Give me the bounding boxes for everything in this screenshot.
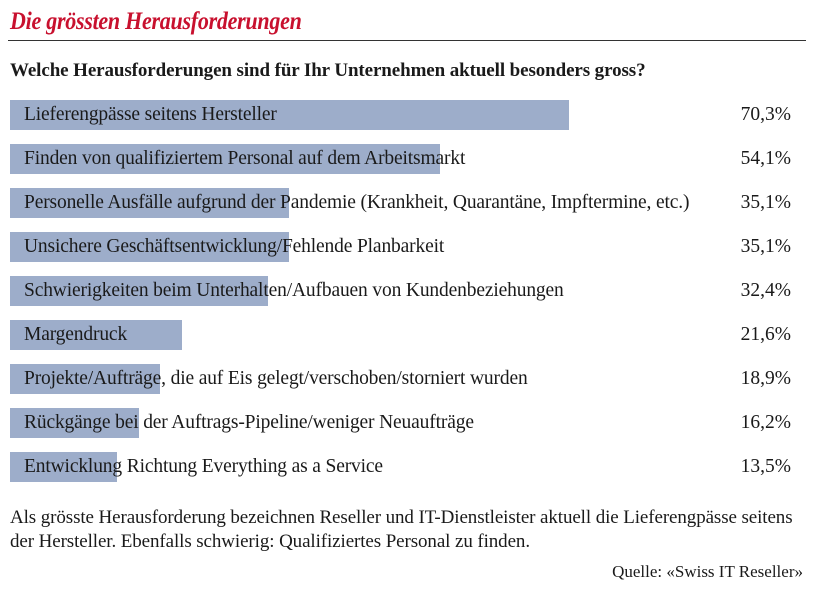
category-label: Unsichere Geschäftsentwicklung/Fehlende Planbarkeit (24, 236, 445, 257)
value-label: 18,9% (740, 368, 791, 389)
category-label: Projekte/Aufträge, die auf Eis gelegt/verschoben/storniert wurden (24, 368, 528, 389)
category-label: Lieferengpässe seitens Hersteller (24, 104, 277, 125)
value-label: 70,3% (740, 104, 791, 125)
bar-row (0, 364, 821, 394)
value-label: 35,1% (740, 236, 791, 257)
bar-row (0, 452, 821, 482)
bar-row (0, 144, 821, 174)
chart-subtitle: Welche Herausforderungen sind für Ihr Unternehmen aktuell besonders gross? (10, 60, 646, 81)
category-label: Rückgänge bei der Auftrags-Pipeline/weniger Neuaufträge (24, 412, 474, 433)
category-label: Finden von qualifiziertem Personal auf dem Arbeitsmarkt (24, 148, 466, 169)
bar-row (0, 320, 821, 350)
category-label: Schwierigkeiten beim Unterhalten/Aufbauen von Kundenbeziehungen (24, 280, 564, 301)
category-label: Entwicklung Richtung Everything as a Service (24, 456, 383, 477)
chart-footnote: Als grösste Herausforderung bezeichnen Reseller und IT-Dienstleister aktuell die Lieferengpässe seitens der Hersteller. Ebenfalls schwierig: Qualifiziertes Personal zu finden. (10, 507, 793, 552)
chart-source: Quelle: «Swiss IT Reseller» (612, 562, 803, 581)
chart-title: Die grössten Herausforderungen (10, 8, 302, 35)
value-label: 35,1% (740, 192, 791, 213)
value-label: 54,1% (740, 148, 791, 169)
bar-row (0, 408, 821, 438)
bar-row (0, 188, 821, 218)
category-label: Margendruck (24, 324, 128, 345)
value-label: 32,4% (740, 280, 791, 301)
value-label: 21,6% (740, 324, 791, 345)
value-label: 13,5% (740, 456, 791, 477)
bar-row (0, 276, 821, 306)
value-label: 16,2% (740, 412, 791, 433)
bar-row (0, 100, 821, 130)
category-label: Personelle Ausfälle aufgrund der Pandemie (Krankheit, Quarantäne, Impftermine, etc.) (24, 192, 690, 213)
bar-row (0, 232, 821, 262)
